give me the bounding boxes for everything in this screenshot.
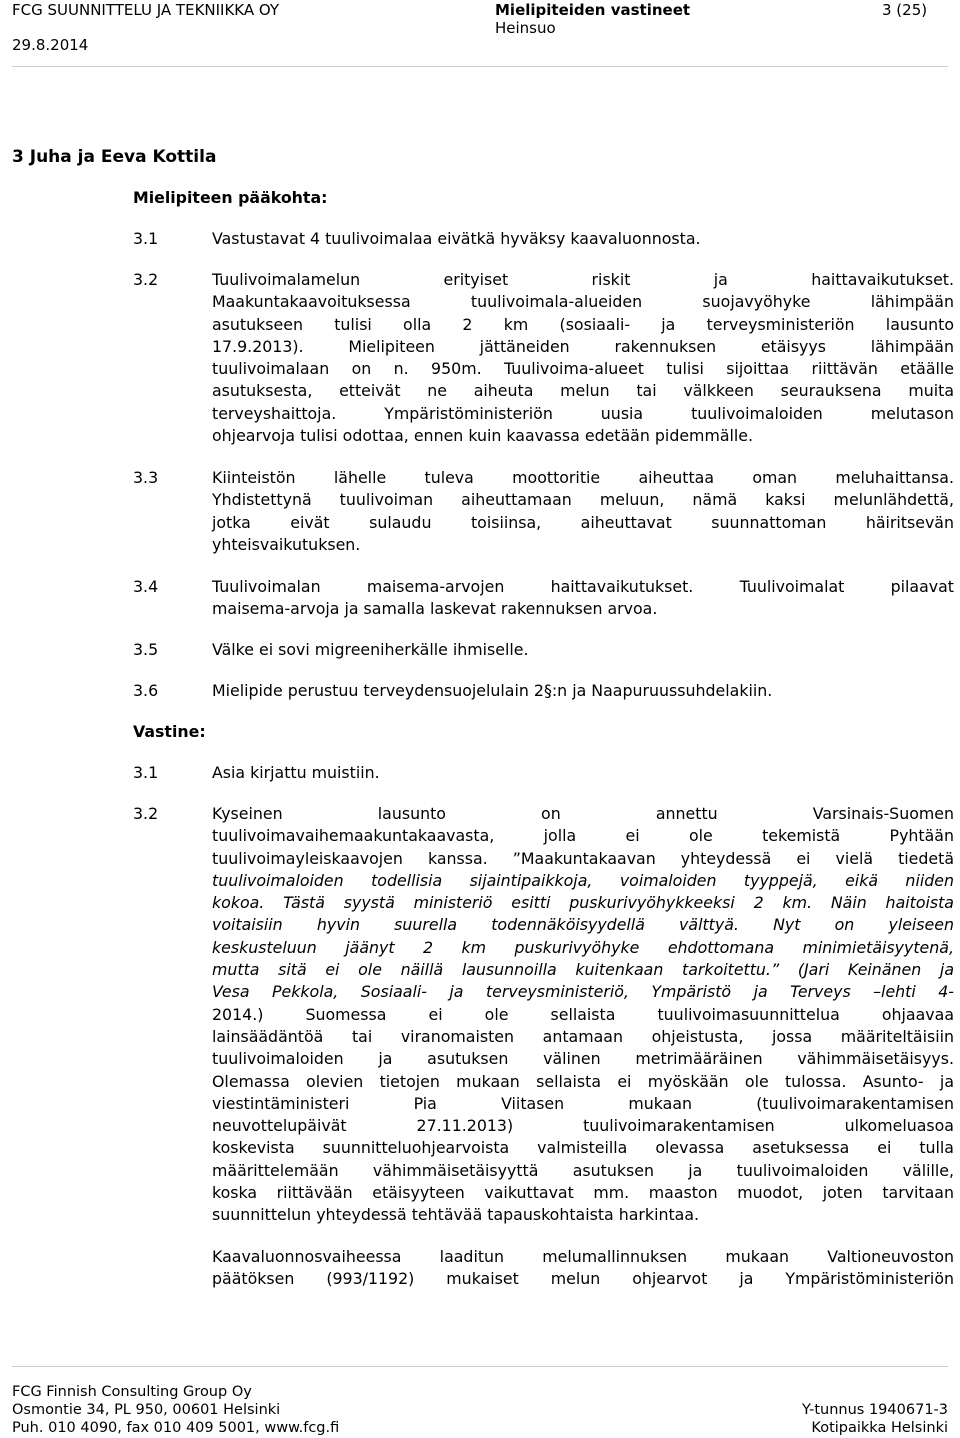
response-number: 3.2 bbox=[133, 804, 159, 823]
header-date: 29.8.2014 bbox=[12, 36, 89, 54]
point-number: 3.4 bbox=[133, 577, 159, 596]
point-number: 3.5 bbox=[133, 640, 159, 659]
response-continuation: Kaavaluonnosvaiheessa laaditun melumallinnuksen mukaan Valtioneuvoston päätöksen (993/1192) mukaiset melun ohjearvot ja Ympäristöministeriön bbox=[212, 1247, 954, 1289]
response-title: Vastine: bbox=[133, 722, 206, 741]
footer-address: Osmontie 34, PL 950, 00601 Helsinki bbox=[12, 1402, 281, 1418]
response-number: 3.1 bbox=[133, 763, 159, 782]
point-number: 3.3 bbox=[133, 468, 159, 487]
point-text: Kiinteistön lähelle tuleva moottoritie aiheuttaa oman meluhaittansa. Yhdistettynä tuulivoiman aiheuttamaan meluun, nämä kaksi melunlähdettä, jotka eivät sulaudu toisiinsa, aiheuttavat suunnattoman häiritsevän yhteisvaikutuksen. bbox=[212, 468, 954, 554]
point-number: 3.6 bbox=[133, 681, 159, 700]
header-divider bbox=[12, 66, 948, 67]
header-page-number: 3 (25) bbox=[882, 1, 928, 19]
point-text: Mielipide perustuu terveydensuojelulain 2§:n ja Naapuruussuhdelakiin. bbox=[212, 681, 773, 700]
point-number: 3.2 bbox=[133, 270, 159, 289]
response-text: Kyseinen lausunto on annettu Varsinais-Suomen tuulivoimavaihemaakuntakaavasta, jolla ei ole tekemistä Pyhtään tuulivoimayleiskaavojen kanssa. ”Maakuntakaavan yhteydessä ei vielä tiedetä tuulivoimaloiden todellisia sijaintipaikkoja, voimaloiden tyyppejä, eikä niiden kokoa. Tästä syystä ministeriö esitti puskurivyöhykkeeksi 2 km. Näin haitoista voitaisiin hyvin suurella todennäköisyydellä välttyä. Nyt on yleiseen keskusteluun jäänyt 2 km puskurivyöhyke ehdottomana minimietäisyytenä, mutta sitä ei ole näillä lausunnoilla kuitenkaan tarkoitettu.” (Jari Keinänen ja Vesa Pekkola, Sosiaali- ja terveysministeriö, Ympäristö ja Terveys –lehti 4- 2014.) Suomessa ei ole sellaista tuulivoimasuunnittelua ohjaavaa lainsäädäntöä tai viranomaisten antamaan ohjeistusta, jossa määriteltäisiin tuulivoimaloiden ja asutuksen välinen metrimääräinen vähimmäisetäisyys. Olemassa olevien tietojen mukaan sellaista ei myöskään ole tulossa. Asunto- ja viestintäministeri Pia Viitasen mukaan (tuulivoimarakentamisen neuvottelupäivät 27.11.2013) tuulivoimarakentamisen ulkomeluasoa koskevista suunnitteluohjearvoista valmisteilla olevassa asetuksessa ei tulla määrittelemään vähimmäisetäisyyttä asutuksen ja tuulivoimaloiden välille, koska riittävään etäisyyteen vaikuttavat mm. maaston muodot, joten tarvitaan suunnittelun yhteydessä tehtävää tapauskohtaista harkintaa. bbox=[212, 804, 954, 1225]
point-text: Tuulivoimalamelun erityiset riskit ja haittavaikutukset. Maakuntakaavoituksessa tuulivoimala-alueiden suojavyöhyke lähimpään asutukseen tulisi olla 2 km (sosiaali- ja terveysministeriön lausunto 17.9.2013). Mielipiteen jättäneiden rakennuksen etäisyys lähimpään tuulivoimalaan on n. 950m. Tuulivoima-alueet tulisi sijoittaa riittävän etäälle asutuksesta, etteivät ne aiheuta melun tai välkkeen seurauksena muita terveyshaittoja. Ympäristöministeriön uusia tuulivoimaloiden melutason ohjearvoja tulisi odottaa, ennen kuin kaavassa edetään pidemmälle. bbox=[212, 270, 954, 446]
point-number: 3.1 bbox=[133, 229, 159, 248]
footer-company: FCG Finnish Consulting Group Oy bbox=[12, 1384, 252, 1400]
header-company: FCG SUUNNITTELU JA TEKNIIKKA OY bbox=[12, 1, 280, 19]
footer-business-id: Y-tunnus 1940671-3 bbox=[801, 1402, 948, 1418]
footer-divider bbox=[12, 1366, 948, 1367]
section-heading: 3 Juha ja Eeva Kottila bbox=[12, 147, 217, 167]
footer-phone: Puh. 010 4090, fax 010 409 5001, www.fcg.fi bbox=[12, 1420, 340, 1436]
header-doc-title: Mielipiteiden vastineet bbox=[495, 1, 691, 19]
response-text: Asia kirjattu muistiin. bbox=[212, 763, 380, 782]
main-point-title: Mielipiteen pääkohta: bbox=[133, 188, 328, 207]
point-text: Välke ei sovi migreeniherkälle ihmiselle. bbox=[212, 640, 529, 659]
point-text: Vastustavat 4 tuulivoimalaa eivätkä hyväksy kaavaluonnosta. bbox=[212, 229, 701, 248]
footer-domicile: Kotipaikka Helsinki bbox=[811, 1420, 948, 1436]
header-doc-subtitle: Heinsuo bbox=[495, 19, 556, 37]
point-text: Tuulivoimalan maisema-arvojen haittavaikutukset. Tuulivoimalat pilaavat maisema-arvoja ja samalla laskevat rakennuksen arvoa. bbox=[212, 577, 954, 619]
